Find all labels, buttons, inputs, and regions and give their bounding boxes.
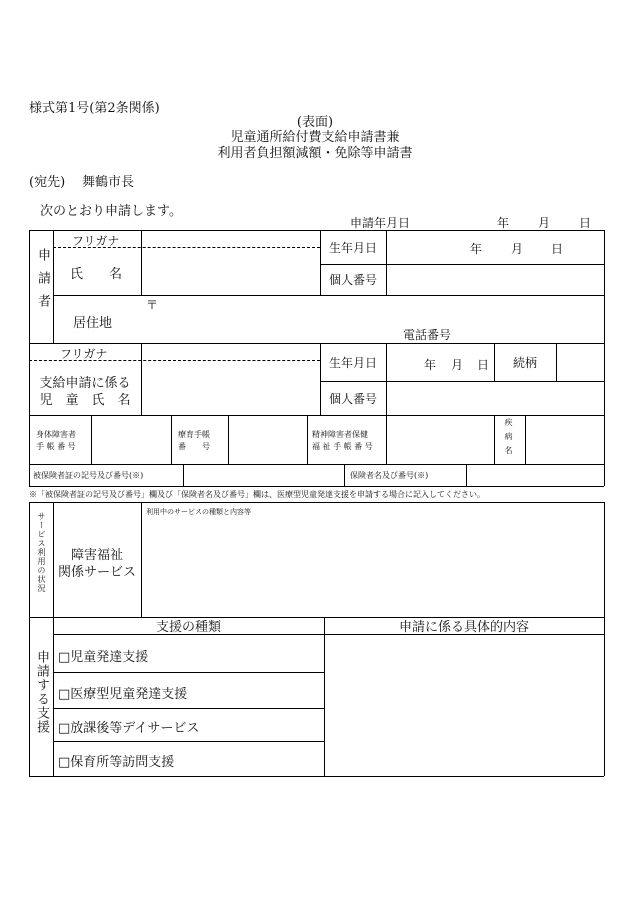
insurance-note: ※「被保険者証の記号及び番号」欄及び「保険者名及び番号」欄は、医療型児童発達支援を申請する場合に記入してください。 — [29, 490, 485, 499]
disease-name-label: 疾病名 — [504, 418, 513, 460]
rehab-notebook-label-line1: 療育手帳 — [178, 430, 210, 439]
mental-health-label-line1: 精神障害者保健 — [312, 430, 368, 439]
applicant-furigana-label: フリガナ — [72, 234, 120, 248]
support-item-nursery-visit-support[interactable]: □保育所等訪問支援 — [58, 755, 175, 770]
applicant-phone-label: 電話番号 — [403, 328, 452, 342]
insurer-label: 保険者名及び番号(※) — [350, 471, 429, 480]
child-birth-year: 年 — [424, 358, 437, 372]
physical-disability-label-line2: 手 帳 番 号 — [36, 442, 76, 451]
form-number: 様式第1号(第2条関係) — [29, 101, 160, 116]
child-birth-label: 生年月日 — [328, 355, 377, 370]
applicant-section-label: 申請者 — [35, 248, 50, 317]
postal-mark: 〒 — [146, 298, 159, 312]
applicant-name-label: 氏 名 — [70, 267, 123, 282]
rehab-notebook-label-line2: 番 号 — [178, 442, 210, 451]
applicant-birth-day: 日 — [551, 242, 564, 256]
service-hint: 利用中のサービスの種類と内容等 — [146, 508, 251, 516]
intro-text: 次のとおり申請します。 — [40, 204, 182, 219]
child-personal-number-label: 個人番号 — [328, 391, 377, 406]
insured-card-label: 被保険者証の記号及び番号(※) — [33, 471, 144, 480]
service-category-line1: 障害福祉 — [70, 548, 123, 563]
applicant-birth-month: 月 — [511, 242, 524, 256]
service-usage-side-label: サービス利用の状況 — [37, 512, 46, 593]
applicant-personal-number-label: 個人番号 — [328, 273, 377, 287]
support-item-after-school-day-service[interactable]: □放課後等デイサービス — [58, 721, 200, 736]
addressee: 舞鶴市長 — [82, 175, 135, 190]
addressee-label: (宛先) — [29, 175, 66, 190]
apply-date-label: 申請年月日 — [350, 216, 411, 230]
apply-date-month: 月 — [538, 216, 551, 230]
apply-date-year: 年 — [497, 216, 510, 230]
apply-date-day: 日 — [579, 216, 592, 230]
form-side: (表面) — [296, 115, 334, 130]
service-category-line2: 関係サービス — [57, 565, 136, 580]
applicant-birth-year: 年 — [470, 242, 483, 256]
child-relation-label: 続柄 — [512, 355, 537, 370]
physical-disability-label-line1: 身体障害者 — [36, 430, 76, 439]
support-content-header: 申請に係る具体的内容 — [398, 620, 529, 635]
support-type-header: 支援の種類 — [155, 620, 221, 635]
child-name-label-line1: 支給申請に係る — [39, 376, 131, 391]
support-item-medical-child-development[interactable]: □医療型児童発達支援 — [58, 687, 188, 702]
child-birth-day: 日 — [477, 358, 490, 372]
child-name-label-line2: 児 童 氏 名 — [39, 393, 131, 408]
applicant-address-label: 居住地 — [73, 316, 113, 331]
child-furigana-label: フリガナ — [60, 347, 108, 361]
form-title-line2: 利用者負担額減額・免除等申請書 — [217, 146, 413, 161]
form-title-line1: 児童通所給付費支給申請書兼 — [230, 130, 400, 145]
applicant-birth-label: 生年月日 — [328, 240, 377, 255]
support-item-child-development[interactable]: □児童発達支援 — [58, 650, 149, 665]
support-side-label: 申請する支援 — [34, 650, 49, 734]
mental-health-label-line2: 福 祉 手 帳 番 号 — [312, 442, 373, 451]
child-birth-month: 月 — [451, 358, 464, 372]
